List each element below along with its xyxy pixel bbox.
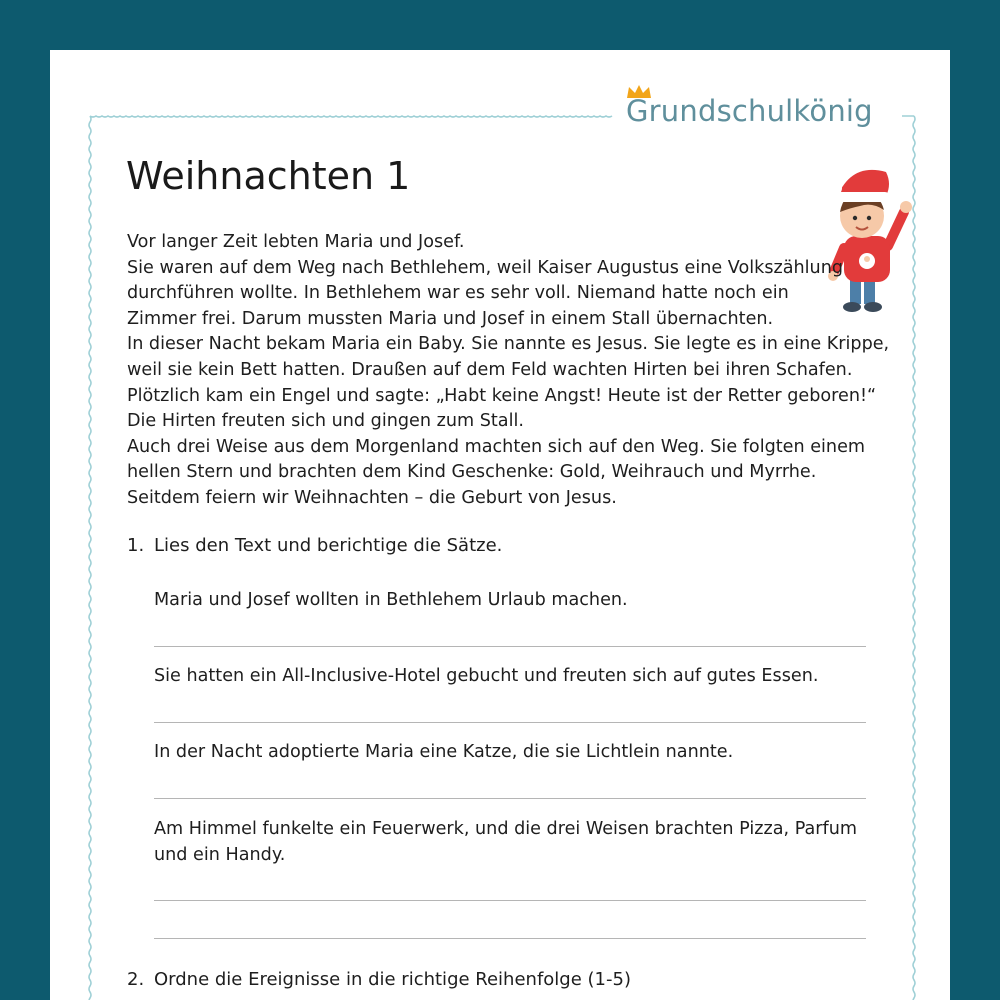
story-line: Plötzlich kam ein Engel und sagte: „Habt keine Angst! Heute ist der Retter geboren!“ [127, 385, 877, 406]
sentence-text: Sie hatten ein All-Inclusive-Hotel gebucht und freuten sich auf gutes Essen. [154, 666, 819, 686]
task-instruction: Lies den Text und berichtige die Sätze. [154, 535, 503, 556]
story-line: durchführen wollte. In Bethlehem war es sehr voll. Niemand hatte noch ein [127, 283, 789, 304]
story-line: In dieser Nacht bekam Maria ein Baby. Sie nannte es Jesus. Sie legte es in eine Krippe, [127, 334, 890, 355]
sentence-item [154, 740, 733, 766]
story-line: Vor langer Zeit lebten Maria und Josef. [127, 232, 465, 252]
page-title: Weihnachten 1 [126, 154, 411, 198]
sentence-text: Am Himmel funkelte ein Feuerwerk, und die drei Weisen brachten Pizza, Parfum [154, 819, 858, 839]
story-line: weil sie kein Bett hatten. Draußen auf dem Feld wachten Hirten bei ihren Schafen. [127, 359, 853, 380]
sentence-text: und ein Handy. [154, 844, 286, 865]
answer-line[interactable] [154, 646, 866, 647]
task-number: 1. [127, 535, 145, 556]
story-line: Die Hirten freuten sich und gingen zum Stall. [127, 411, 524, 432]
task-instruction: Ordne die Ereignisse in die richtige Reihenfolge (1-5) [154, 969, 631, 990]
answer-line[interactable] [154, 798, 866, 799]
sentence-item [154, 817, 857, 868]
answer-line[interactable] [154, 900, 866, 901]
story-line: Seitdem feiern wir Weihnachten – die Geburt von Jesus. [127, 487, 617, 508]
answer-line[interactable] [154, 938, 866, 939]
brand-logo: Grundschulkönig [626, 94, 873, 128]
task-2-heading [127, 969, 631, 990]
sentence-item [154, 588, 628, 614]
sentence-text: Maria und Josef wollten in Bethlehem Urlaub machen. [154, 590, 628, 610]
sentence-text: In der Nacht adoptierte Maria eine Katze, die sie Lichtlein nannte. [154, 742, 734, 762]
worksheet-page [50, 50, 950, 1000]
sentence-item [154, 664, 818, 690]
answer-line[interactable] [154, 722, 866, 723]
story-line: Sie waren auf dem Weg nach Bethlehem, weil Kaiser Augustus eine Volkszählung [127, 257, 844, 278]
story-line: Auch drei Weise aus dem Morgenland machten sich auf den Weg. Sie folgten einem [127, 436, 866, 457]
story-line: hellen Stern und brachten dem Kind Geschenke: Gold, Weihrauch und Myrrhe. [127, 462, 817, 483]
story-line: Zimmer frei. Darum mussten Maria und Josef in einem Stall übernachten. [127, 308, 774, 329]
story-text [127, 230, 890, 512]
task-1-heading [127, 535, 502, 556]
task-number: 2. [127, 969, 145, 990]
